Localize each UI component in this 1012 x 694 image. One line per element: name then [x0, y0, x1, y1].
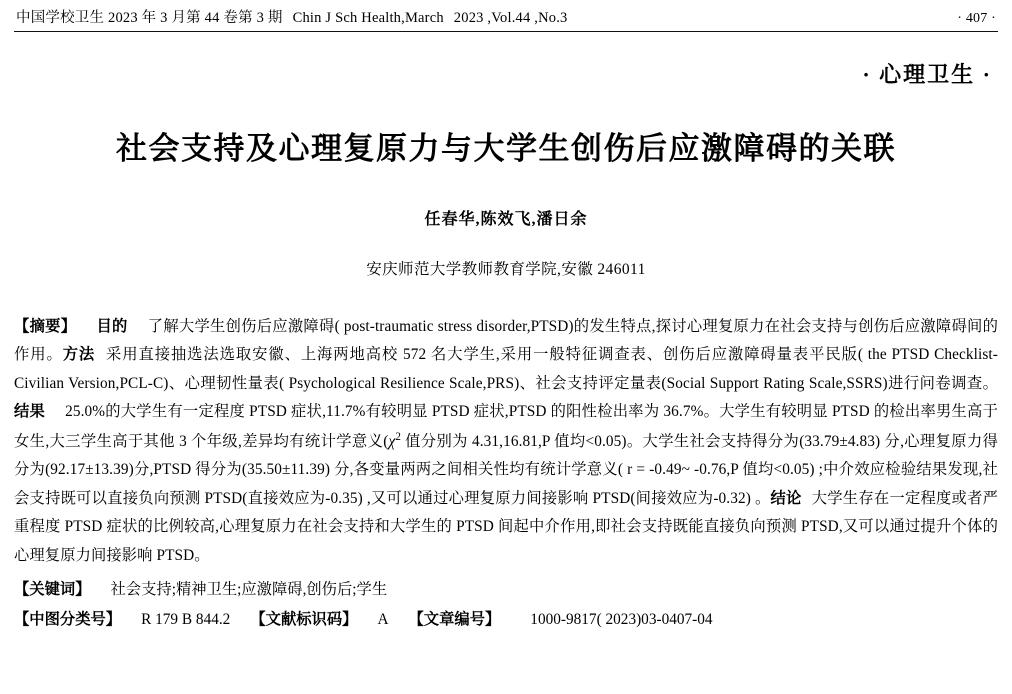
abstract-methods-label: 方法 [62, 346, 96, 364]
section-marker: · 心理卫生 · [862, 62, 992, 87]
running-head-journal-cn: 中国学校卫生 2023 年 3 月第 44 卷第 3 期 [16, 10, 283, 26]
abstract-methods-text: 采用直接抽选法选取安徽、上海两地高校 572 名大学生,采用一般特征调查表、创伤后应激障碍量表平民版( the PTSD Checklist-Civilian Version,PCL-C)、心理韧性量表( Psychological Resilience Scale,PRS)、社会支持评定量表(Social Support Rating Scale,SSRS)进行问卷调查。 [14, 346, 998, 392]
clc-label: 【中图分类号】 [14, 611, 122, 629]
abstract-block [14, 313, 998, 570]
article-id-label: 【文章编号】 [408, 611, 501, 629]
abstract-objective-text: 了解大学生创伤后应激障碍( post-traumatic stress disorder,PTSD)的发生特点,探讨心理复原力在社会支持与创伤后应激障碍间的作用。 [14, 318, 999, 364]
document-code-label: 【文献标识码】 [250, 611, 358, 629]
running-head-left [16, 6, 568, 27]
abstract-results-label: 结果 [14, 403, 46, 421]
page-title: 社会支持及心理复原力与大学生创伤后应激障碍的关联 [116, 131, 896, 166]
running-head-journal-en: Chin J Sch Health,March [292, 10, 444, 26]
classification-line [14, 606, 998, 634]
running-head-volume-issue: 2023 ,Vol.44 ,No.3 [453, 10, 568, 26]
abstract-objective-label: 目的 [96, 318, 128, 335]
page-number: · 407 · [957, 11, 996, 26]
abstract-paragraph [14, 313, 998, 570]
keywords-text: 社会支持;精神卫生;应激障碍,创伤后;学生 [110, 581, 388, 599]
abstract-results-text-part2: 值分别为 4.31,16.81,P 值均<0.05)。大学生社会支持得分为(33.79±4.83) 分,心理复原力得分为(92.17±13.39)分,PTSD 得分为(35.50±11.39) 分,各变量两两之间相关性均有统计学意义( r = -0.49~ -0.76,P 值均<0.05) ;中介效应检验结果发现,社会支持既可以直接负向预测 PTSD(直接效应为-0.35) ,又可以通过心理复原力间接影响 PTSD(间接效应为-0.32) 。 [14, 432, 999, 507]
chi-square-symbol: χ [388, 432, 396, 450]
clc-value: R 179 B 844.2 [141, 611, 231, 629]
keywords-line [14, 576, 998, 604]
document-code-value: A [377, 611, 389, 629]
affiliation: 安庆师范大学教师教育学院,安徽 246011 [366, 261, 646, 278]
abstract-results-text-part1: 25.0%的大学生有一定程度 PTSD 症状,11.7%有较明显 PTSD 症状,PTSD 的阳性检出率为 36.7%。大学生有较明显 PTSD 的检出率男生高于女生,大三学生高于其他 3 个年级,差异均有统计学意义( [14, 403, 998, 450]
running-head [14, 0, 998, 31]
abstract-label: 【摘要】 [14, 318, 77, 335]
abstract-conclusion-label: 结论 [770, 489, 802, 507]
abstract-conclusion-text: 大学生存在一定程度或者严重程度 PTSD 症状的比例较高,心理复原力在社会支持和大学生的 PTSD 间起中介作用,即社会支持既能直接负向预测 PTSD,又可以通过提升个体的心理复原力间接影响 PTSD。 [14, 489, 999, 564]
author-list: 任春华,陈效飞,潘日余 [424, 211, 588, 228]
header-divider [14, 31, 998, 32]
chi-square-exponent: 2 [395, 430, 401, 443]
article-id-value: 1000-9817( 2023)03-0407-04 [530, 611, 713, 629]
keywords-label: 【关键词】 [14, 581, 91, 599]
